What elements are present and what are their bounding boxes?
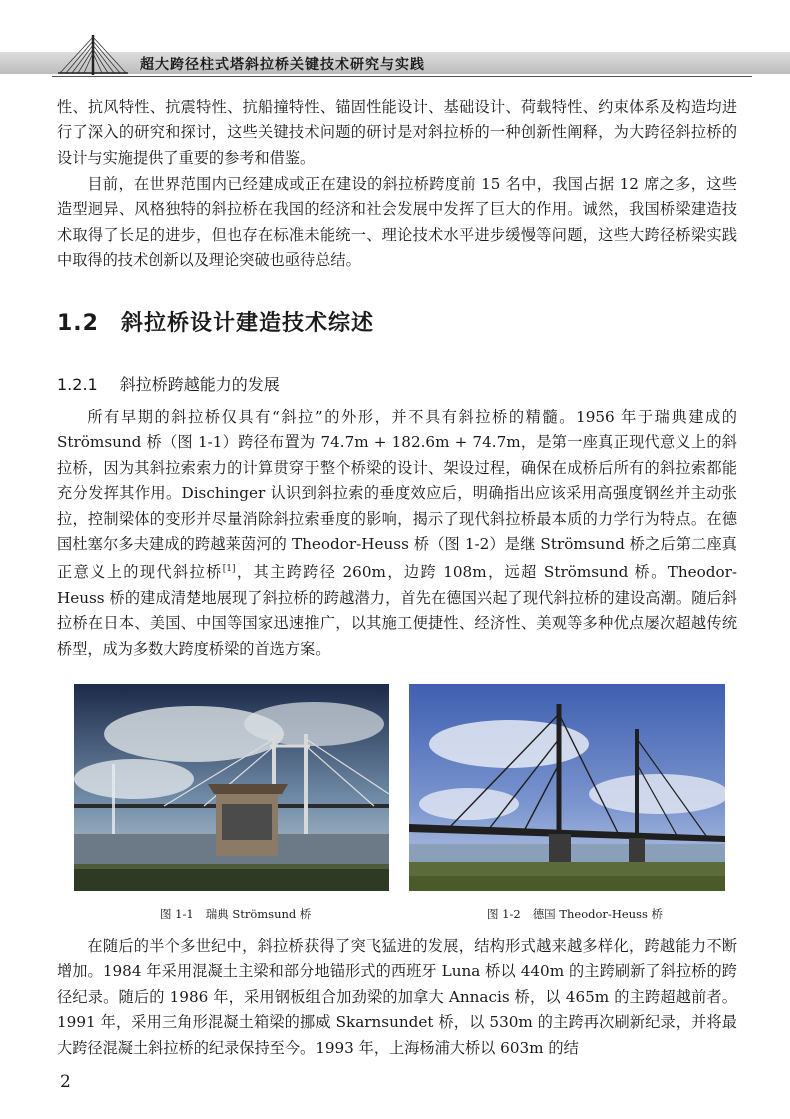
figure-1-1-number: 图 1-1 bbox=[160, 907, 194, 921]
body-paragraph-1 bbox=[57, 405, 737, 662]
section-heading bbox=[57, 306, 374, 337]
intro-paragraph-2: 目前，在世界范围内已经建成或正在建设的斜拉桥跨度前 15 名中，我国占据 12 席之多，这些造型迥异、风格独特的斜拉桥在我国的经济和社会发展中发挥了巨大的作用。诚然，我国桥梁建造技术取得了长足的进步，但也存在标准未能统一、理论技术水平进步缓慢等问题，这些大跨径桥梁实践中取得的技术创新以及理论突破也亟待总结。 bbox=[57, 175, 737, 270]
figure-1-2-text: 德国 Theodor-Heuss 桥 bbox=[532, 907, 664, 921]
page-number: 2 bbox=[60, 1072, 71, 1092]
body-paragraph-2: 在随后的半个多世纪中，斜拉桥获得了突飞猛进的发展，结构形式越来越多样化，跨越能力不断增加。1984 年采用混凝土主梁和部分地锚形式的西班牙 Luna 桥以 440m 的主跨刷新了斜拉桥的跨径纪录。随后的 1986 年，采用钢板组合加劲梁的加拿大 Annacis 桥，以 465m 的主跨超越前者。1991 年，采用三角形混凝土箱梁的挪威 Skarnsundet 桥，以 530m 的主跨再次刷新纪录，并将最大跨径混凝土斜拉桥的纪录保持至今。1993 年，上海杨浦大桥以 603m 的结 bbox=[57, 937, 737, 1057]
figure-1-1-text: 瑞典 Strömsund 桥 bbox=[205, 907, 312, 921]
header-divider bbox=[52, 76, 752, 77]
subsection-heading bbox=[57, 372, 280, 395]
stromsund-bridge-photo bbox=[74, 684, 389, 891]
figure-1-1-caption bbox=[160, 906, 311, 922]
body-paragraph-1-text-a: 所有早期的斜拉桥仅具有“斜拉”的外形，并不具有斜拉桥的精髓。1956 年于瑞典建成的 Strömsund 桥（图 1-1）跨径布置为 74.7m + 182.6m + 74.7m，是第一座真正现代意义上的斜拉桥，因为其斜拉索索力的计算贯穿于整个桥梁的设计、架设过程，确保在成桥后所有的斜拉索都能充分发挥其作用。Dischinger 认识到斜拉索的垂度效应后，明确指出应该采用高强度钢丝并主动张拉，控制梁体的变形并尽量消除斜拉索垂度的影响，揭示了现代斜拉桥最本质的力学行为特点。在德国杜塞尔多夫建成的跨越莱茵河的 Theodor-Heuss 桥（图 1-2）是继 Strömsund 桥之后第二座真正意义上的现代斜拉桥 bbox=[57, 408, 737, 582]
subsection-title: 斜拉桥跨越能力的发展 bbox=[119, 375, 280, 394]
citation-1[interactable]: [1] bbox=[222, 564, 236, 575]
intro-paragraph-1: 性、抗风特性、抗震特性、抗船撞特性、锚固性能设计、基础设计、荷载特性、约束体系及构造均进行了深入的研究和探讨，这些关键技术问题的研讨是对斜拉桥的一种创新性阐释，为大跨径斜拉桥的设计与实施提供了重要的参考和借鉴。 bbox=[57, 98, 737, 167]
body-paragraph-1-text-b: ，其主跨跨径 260m，边跨 108m，远超 Strömsund 桥。Theodor-Heuss 桥的建成清楚地展现了斜拉桥的跨越潜力，首先在德国兴起了现代斜拉桥的建设高潮。随后斜拉桥在日本、美国、中国等国家迅速推广，以其施工便捷性、经济性、美观等多种优点屡次超越传统桥型，成为多数大跨度桥梁的首选方案。 bbox=[57, 563, 737, 658]
figure-1-2-number: 图 1-2 bbox=[487, 907, 521, 921]
section-number: 1.2 bbox=[57, 311, 99, 336]
cable-stayed-bridge-logo-icon bbox=[58, 33, 128, 77]
section-title: 斜拉桥设计建造技术综述 bbox=[120, 311, 374, 336]
running-header-title: 超大跨径柱式塔斜拉桥关键技术研究与实践 bbox=[140, 57, 425, 73]
theodor-heuss-bridge-photo bbox=[409, 684, 725, 891]
figure-1-2-caption bbox=[487, 906, 663, 922]
subsection-number: 1.2.1 bbox=[57, 375, 98, 394]
